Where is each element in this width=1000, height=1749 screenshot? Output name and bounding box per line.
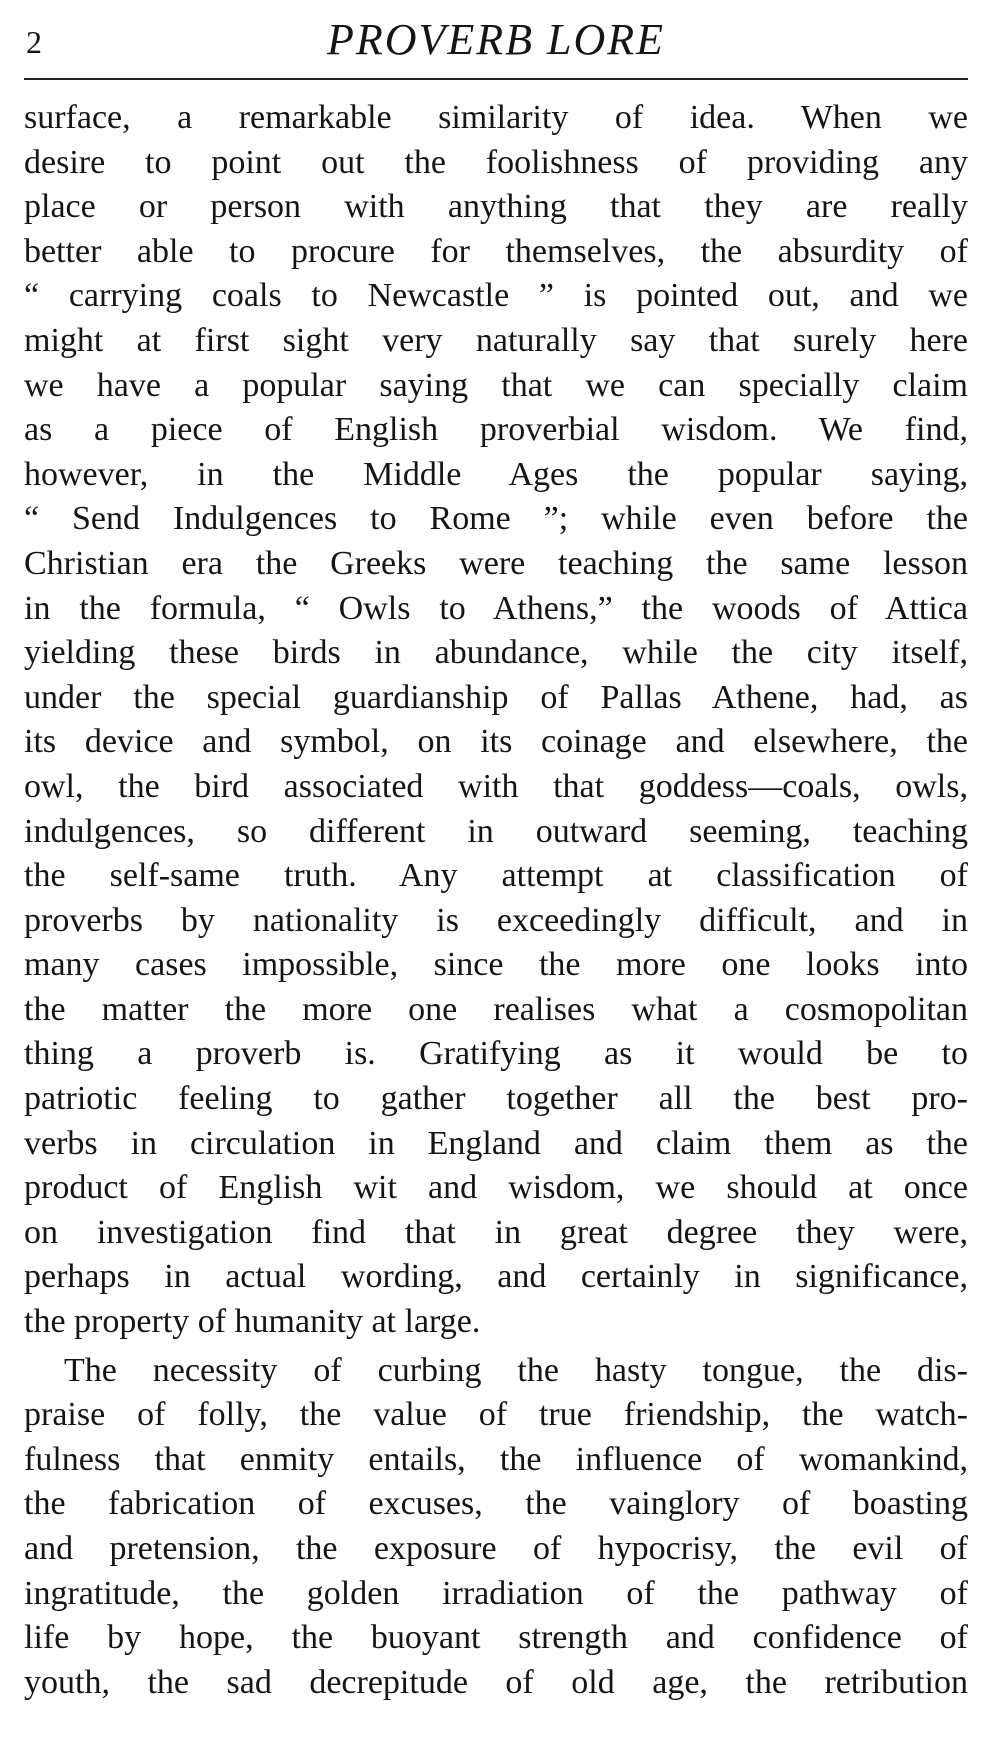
text-line: however, in the Middle Ages the popular saying, [24, 455, 968, 493]
text-line: The necessity of curbing the hasty tongue, the dis- [64, 1351, 968, 1389]
text-line: “ carrying coals to Newcastle ” is pointed out, and we [24, 277, 968, 315]
text-line: thing a proverb is. Gratifying as it would be to [24, 1035, 968, 1073]
text-line: praise of folly, the value of true friendship, the watch- [24, 1396, 968, 1434]
text-line: fulness that enmity entails, the influence of womankind, [24, 1440, 968, 1478]
text-line: surface, a remarkable similarity of idea. When we [24, 99, 968, 136]
text-line: many cases impossible, since the more one looks into [24, 946, 968, 984]
text-line: the fabrication of excuses, the vainglory of boasting [24, 1485, 968, 1523]
text-line: better able to procure for themselves, the absurdity of [24, 232, 968, 270]
text-line: under the special guardianship of Pallas Athene, had, as [24, 678, 968, 716]
text-line: perhaps in actual wording, and certainly in significance, [24, 1258, 968, 1296]
paragraph-2 [24, 1349, 968, 1706]
page-header [24, 14, 968, 76]
text-line: life by hope, the buoyant strength and confidence of [24, 1619, 968, 1657]
text-line: as a piece of English proverbial wisdom. We find, [24, 411, 968, 449]
text-line: place or person with anything that they are really [24, 188, 968, 226]
body-text [24, 96, 968, 1705]
text-line: product of English wit and wisdom, we should at once [24, 1169, 968, 1207]
running-title: PROVERB LORE [326, 15, 666, 64]
text-line: on investigation find that in great degree they were, [24, 1213, 968, 1251]
text-line: “ Send Indulgences to Rome ”; while even before the [24, 500, 968, 538]
header-rule [24, 78, 968, 80]
text-line: the matter the more one realises what a cosmopolitan [24, 990, 968, 1028]
text-line: its device and symbol, on its coinage and elsewhere, the [24, 723, 968, 761]
text-line: yielding these birds in abundance, while the city itself, [24, 634, 968, 672]
text-line: might at first sight very naturally say that surely here [24, 321, 968, 359]
text-line: verbs in circulation in England and claim them as the [24, 1124, 968, 1162]
text-line: owl, the bird associated with that goddess—coals, owls, [24, 767, 968, 805]
text-line: desire to point out the foolishness of providing any [24, 143, 968, 181]
text-line: the self-same truth. Any attempt at classification of [24, 857, 968, 895]
text-line: we have a popular saying that we can specially claim [24, 366, 968, 404]
text-line: patriotic feeling to gather together all the best pro- [24, 1080, 968, 1118]
text-line: youth, the sad decrepitude of old age, the retribution [24, 1663, 968, 1701]
text-line: and pretension, the exposure of hypocrisy, the evil of [24, 1530, 968, 1567]
text-line: proverbs by nationality is exceedingly difficult, and in [24, 901, 968, 939]
text-line: Christian era the Greeks were teaching the same lesson [24, 544, 968, 582]
paragraph-1 [24, 96, 968, 1345]
text-line: in the formula, “ Owls to Athens,” the woods of Attica [24, 589, 968, 627]
text-line: the property of humanity at large. [24, 1303, 481, 1341]
text-line: ingratitude, the golden irradiation of the pathway of [24, 1574, 968, 1612]
text-line: indulgences, so different in outward seeming, teaching [24, 812, 968, 850]
page-number: 2 [26, 24, 42, 60]
